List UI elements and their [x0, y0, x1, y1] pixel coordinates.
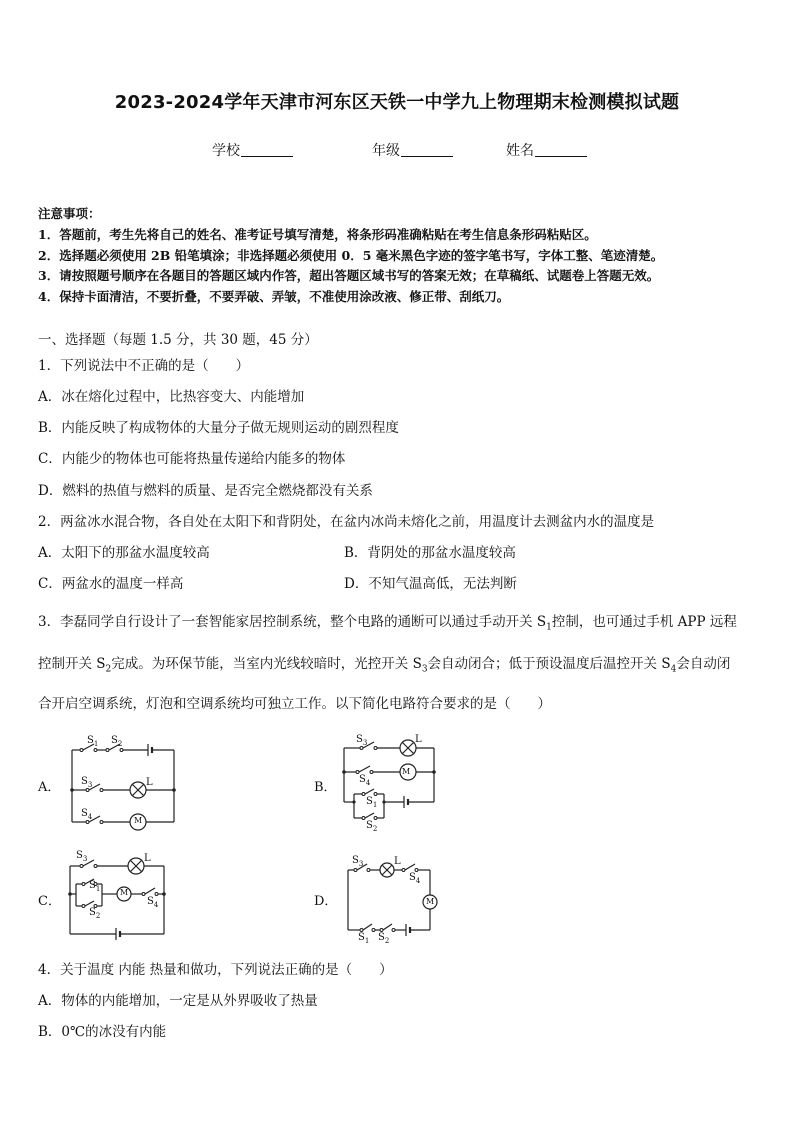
- circuit-diagram-b: [336, 732, 442, 834]
- name-label: 姓名: [506, 143, 534, 159]
- circuit-a-s4-label: $S_4$: [81, 808, 93, 821]
- q3-stem-line1: 3．李磊同学自行设计了一套智能家居控制系统，整个电路的通断可以通过手动开关 $S_1$控制，也可通过手机 APP 远程: [38, 614, 737, 633]
- q4-stem: 4．关于温度 内能 热量和做功，下列说法正确的是（ ）: [38, 962, 393, 978]
- q1-option-d: D．燃料的热值与燃料的质量、是否完全燃烧都没有关系: [38, 483, 373, 499]
- q3-option-c-label: C．: [38, 894, 61, 909]
- circuit-a-s3-label: $S_3$: [81, 776, 93, 789]
- q2-option-d: D．不知气温高低，无法判断: [344, 576, 517, 592]
- grade-field: [372, 140, 453, 160]
- circuit-a-motor-label: M: [134, 816, 143, 825]
- q3-stem-line3: 合开启空调系统，灯泡和空调系统均可独立工作。以下简化电路符合要求的是（ ）: [38, 696, 551, 712]
- name-field: [506, 140, 587, 160]
- q3-stem-line2: 控制开关 $S_2$完成。为环保节能，当室内光线较暗时，光控开关 $S_3$会自动闭合；低于预设温度后温控开关 $S_4$会自动闭: [38, 656, 731, 675]
- circuit-c-motor-label: M: [120, 888, 129, 897]
- circuit-c-s3-label: $S_3$: [76, 850, 88, 863]
- grade-label: 年级: [372, 143, 400, 159]
- name-blank: [535, 142, 587, 157]
- page-title: 2023-2024学年天津市河东区天铁一中学九上物理期末检测模拟试题: [114, 92, 680, 113]
- school-field: [212, 140, 293, 160]
- q4-option-b: B．0℃的冰没有内能: [38, 1024, 167, 1040]
- school-label: 学校: [212, 143, 240, 159]
- circuit-d-lamp-label: L: [394, 856, 401, 867]
- q3-option-d-label: D．: [314, 894, 338, 909]
- notes-heading: 注意事项：: [38, 206, 101, 221]
- circuit-c-s1-label: $S_1$: [89, 880, 101, 893]
- circuit-c-s2-label: $S_2$: [89, 907, 101, 920]
- note-item: 3．请按照题号顺序在各题目的答题区域内作答，超出答题区域书写的答案无效；在草稿纸、试题卷上答题无效。: [38, 268, 660, 283]
- circuit-b-lamp-label: L: [415, 734, 422, 745]
- circuit-d-s2-label: $S_2$: [378, 932, 390, 945]
- note-item: 1．答题前，考生先将自己的姓名、准考证号填写清楚，将条形码准确粘贴在考生信息条形码粘贴区。: [38, 227, 597, 242]
- note-item: 4．保持卡面清洁，不要折叠，不要弄破、弄皱，不准使用涂改液、修正带、刮纸刀。: [38, 289, 510, 304]
- note-item: 2．选择题必须使用 2B 铅笔填涂；非选择题必须使用 0．5 毫米黑色字迹的签字笔书写，字体工整、笔迹清楚。: [38, 248, 664, 263]
- circuit-b-s1-label: $S_1$: [366, 796, 378, 809]
- circuit-b-motor-label: M: [402, 767, 411, 776]
- q3-option-b-label: B．: [314, 780, 337, 795]
- q1-stem: 1．下列说法中不正确的是（ ）: [38, 358, 250, 374]
- circuit-d-s1-label: $S_1$: [358, 932, 370, 945]
- q3-option-a-label: A．: [38, 780, 61, 795]
- q4-option-a: A．物体的内能增加，一定是从外界吸收了热量: [38, 993, 318, 1009]
- q1-option-c: C．内能少的物体也可能将热量传递给内能多的物体: [38, 451, 346, 467]
- q2-stem: 2．两盆冰水混合物，各自处在太阳下和背阴处，在盆内冰尚未熔化之前，用温度计去测盆内水的温度是: [38, 514, 655, 530]
- circuit-a-s1-label: $S_1$: [87, 735, 99, 748]
- q1-option-a: A．冰在熔化过程中，比热容变大、内能增加: [38, 389, 305, 405]
- q2-option-b: B．背阴处的那盆水温度较高: [344, 545, 516, 561]
- circuit-c-s4-label: $S_4$: [147, 896, 159, 909]
- school-blank: [241, 142, 293, 157]
- circuit-a-s2-label: $S_2$: [111, 735, 123, 748]
- circuit-c-lamp-label: L: [144, 853, 151, 864]
- circuit-d-s3-label: $S_3$: [352, 855, 364, 868]
- circuit-b-s3-label: $S_3$: [356, 734, 368, 747]
- circuit-a-lamp-label: L: [146, 777, 153, 788]
- q2-option-a: A．太阳下的那盆水温度较高: [38, 545, 210, 561]
- circuit-d-s4-label: $S_4$: [409, 872, 421, 885]
- q2-option-c: C．两盆水的温度一样高: [38, 576, 184, 592]
- grade-blank: [401, 142, 453, 157]
- q1-option-b: B．内能反映了构成物体的大量分子做无规则运动的剧烈程度: [38, 420, 399, 436]
- circuit-b-s4-label: $S_4$: [359, 774, 371, 787]
- section-heading: 一、选择题（每题 1.5 分，共 30 题，45 分）: [38, 332, 318, 348]
- circuit-d-motor-label: M: [426, 897, 435, 906]
- circuit-b-s2-label: $S_2$: [366, 820, 378, 833]
